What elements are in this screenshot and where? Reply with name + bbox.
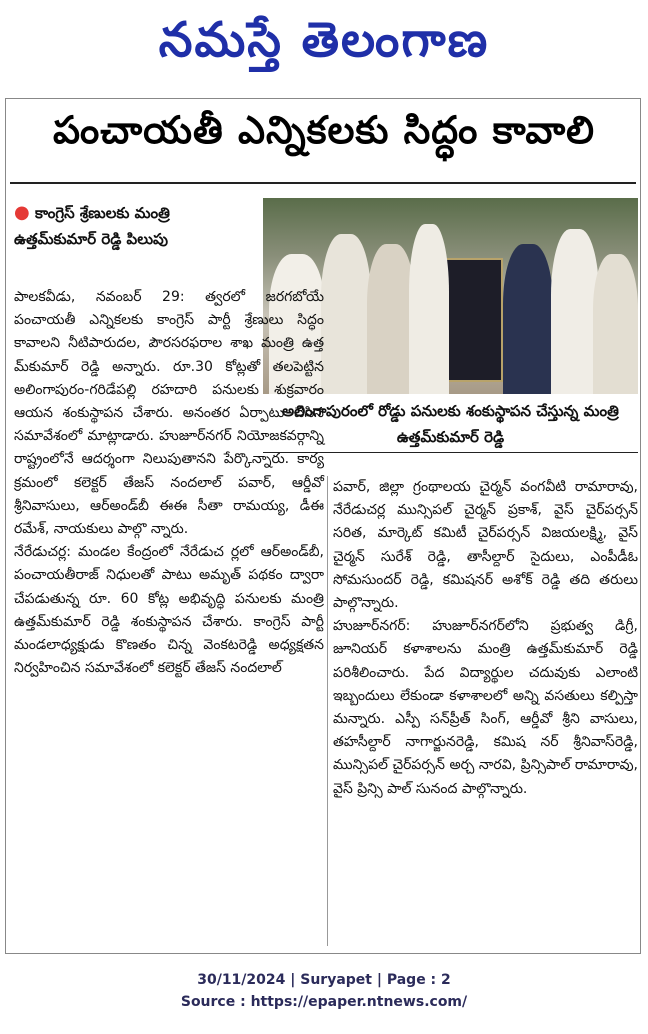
footer-source: Source : https://epaper.ntnews.com/	[180, 994, 468, 1010]
photo-person	[551, 229, 599, 394]
photo-person	[593, 254, 638, 394]
article-paragraph: హుజూర్‌నగర్: హుజూర్‌నగర్‌లోని ప్రభుత్వ డిగ్రీ, జూనియర్ కళాశాలను మంత్రి ఉత్తమ్‌కుమార్ రెడ్డి పరిశీలించారు. పేద విద్యార్థుల చదువుకు ఎలాంటి ఇబ్బందులు లేకుండా కళాశాలలో అన్ని వసతులు కల్పిస్తా మన్నారు. ఎస్పీ సన్‌ప్రీత్ సింగ్, ఆర్డీవో శ్రీని వాసులు, తహసీల్దార్ నాగార్జునరెడ్డి, కమిష నర్ శ్రీనివాస్‌రెడ్డి, మున్సిపల్ చైర్‌పర్సన్ అర్చ నారవి, ప్రిన్సిపాల్ రామారావు, వైస్ ప్రిన్సి పాల్ సునంద పాల్గొన్నారు.	[333, 618, 638, 797]
column-divider	[327, 476, 328, 946]
photo-caption: అలింగాపురంలో రోడ్డు పనులకు శంకుస్థాపన చేస్తున్న మంత్రి ఉత్తమ్‌కుమార్ రెడ్డి	[282, 402, 619, 446]
article-paragraph: నేరేడుచర్ల: మండల కేంద్రంలో నేరేడుచ ర్లలో ఆర్‌అండ్‌బీ, పంచాయతీరాజ్ నిధులతో పాటు అమృత్ పథకం ద్వారా చేపడుతున్న రూ. 60 కోట్ల అభివృద్ధి పనులకు మంత్రి ఉత్తమ్‌కుమార్ రెడ్డి శంకుస్థాపన చేశారు. కాంగ్రెస్ పార్టీ మండలాధ్యక్షుడు కొణతం చిన్న వెంకటరెడ్డి అధ్యక్షతన నిర్వహించిన సమావేశంలో కలెక్టర్ తేజస్ నందలాల్	[14, 544, 324, 677]
photo-person	[503, 244, 553, 394]
footer-date-edition: 30/11/2024 | Suryapet | Page : 2	[197, 972, 451, 988]
article-column-right	[333, 476, 638, 801]
headline-rule	[10, 182, 636, 184]
article-paragraph: పవార్, జిల్లా గ్రంథాలయ చైర్మన్ వంగవీటి రామారావు, నేరేడుచర్ల మున్సిపల్ చైర్మన్ ప్రకాశ్, వైస్ చైర్‌పర్సన్ సరిత, మార్కెట్ కమిటీ చైర్‌పర్సన్ విజయలక్ష్మి, వైస్ చైర్మన్ సురేశ్ రెడ్డి, తాసీల్దార్ సైదులు, ఎంపీడీఓ సోమసుందర్ రెడ్డి, కమిషనర్ అశోక్ రెడ్డి తది తరులు పాల్గొన్నారు.	[333, 479, 638, 612]
subhead-text: కాంగ్రెస్ శ్రేణులకు మంత్రి ఉత్తమ్‌కుమార్ రెడ్డి పిలుపు	[14, 204, 170, 248]
bullet-icon: ●	[14, 202, 30, 223]
masthead	[0, 0, 648, 92]
photo-person	[321, 234, 371, 394]
headline: పంచాయతీ ఎన్నికలకు సిద్ధం కావాలి	[52, 108, 596, 152]
article-column-left	[14, 286, 324, 680]
photo-person	[409, 224, 449, 394]
masthead-logo: నమస్తే తెలంగాణ	[158, 12, 490, 68]
subhead	[14, 200, 252, 252]
article-paragraph: పాలకవీడు, నవంబర్ 29: త్వరలో జరగబోయే పంచాయతీ ఎన్నికలకు కాంగ్రెస్ పార్టీ శ్రేణులు సిద్ధం కావాలని నీటిపారుదల, పౌరసరఫరాల శాఖ మంత్రి ఉత్త మ్‌కుమార్ రెడ్డి అన్నారు. రూ.30 కోట్లతో తలపెట్టిన అలింగాపురం-గరిడేపల్లి రహదారి పనులకు శుక్రవారం ఆయన శంకుస్థాపన చేశారు. అనంతర ఏర్పాటు చేసిన సమావేశంలో మాట్లాడారు. హుజూర్‌నగర్ నియోజకవర్గాన్ని రాష్ట్రంలోనే ఆదర్శంగా నిలుపుతానని పేర్కొన్నారు. కార్య క్రమంలో కలెక్టర్ తేజస్ నందలాల్ పవార్, ఆర్డీవో శ్రీనివాసులు, ఆర్‌అండ్‌బీ ఈఈ సీతా రామయ్య, డీఈ రమేశ్, నాయకులు పాల్గొ న్నారు.	[14, 289, 324, 538]
photo-person	[367, 244, 415, 394]
